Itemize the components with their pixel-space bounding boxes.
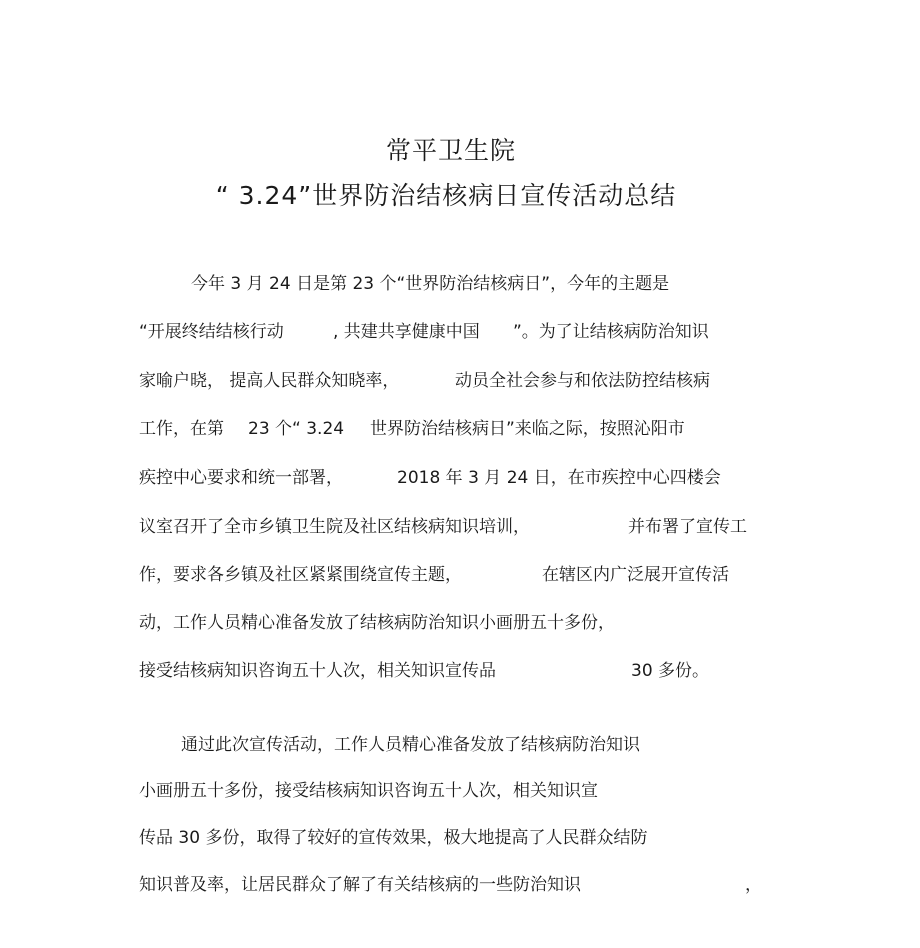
line-text: 并布署了宣传工 <box>628 517 747 537</box>
line-text: 今年 3 月 24 日是第 23 个“世界防治结核病日”，今年的主题是 <box>191 274 670 294</box>
line-text: 小画册五十多份，接受结核病知识咨询五十人次，相关知识宣 <box>139 781 598 801</box>
line-text: 议室召开了全市乡镇卫生院及社区结核病知识培训， <box>139 517 530 537</box>
line-text: 作，要求各乡镇及社区紧紧围绕宣传主题， <box>139 565 462 585</box>
line-text: 动员全社会参与和依法防控结核病 <box>455 371 710 391</box>
line-text: 疾控中心要求和统一部署， <box>139 468 343 488</box>
line-text: 30 多份。 <box>631 661 710 681</box>
line-text: ， <box>745 875 762 895</box>
line-text: 世界防治结核病日”来临之际，按照沁阳市 <box>370 419 685 439</box>
line-text: 2018 年 3 月 24 日，在市疾控中心四楼会 <box>397 468 721 488</box>
line-text: 在辖区内广泛展开宣传活 <box>542 565 729 585</box>
line-text: , 共建共享健康中国 <box>333 322 480 342</box>
line-text: 动，工作人员精心准备发放了结核病防治知识小画册五十多份， <box>139 613 615 633</box>
line-text: 23 个“ 3.24 <box>248 419 345 439</box>
line-text: 工作，在第 <box>139 419 224 439</box>
line-text: 传品 30 多份，取得了较好的宣传效果，极大地提高了人民群众结防 <box>139 828 648 848</box>
line-text: “开展终结结核行动 <box>139 322 284 342</box>
line-text: 家喻户晓， 提高人民群众知晓率， <box>139 371 400 391</box>
line-text: 通过此次宣传活动，工作人员精心准备发放了结核病防治知识 <box>181 735 640 755</box>
line-text: 接受结核病知识咨询五十人次，相关知识宣传品 <box>139 661 496 681</box>
line-text: ”。为了让结核病防治知识 <box>513 322 709 342</box>
document-subtitle: “ 3.24”世界防治结核病日宣传活动总结 <box>215 181 677 210</box>
line-text: 知识普及率，让居民群众了解了有关结核病的一些防治知识 <box>139 875 581 895</box>
document-title: 常平卫生院 <box>385 136 516 165</box>
